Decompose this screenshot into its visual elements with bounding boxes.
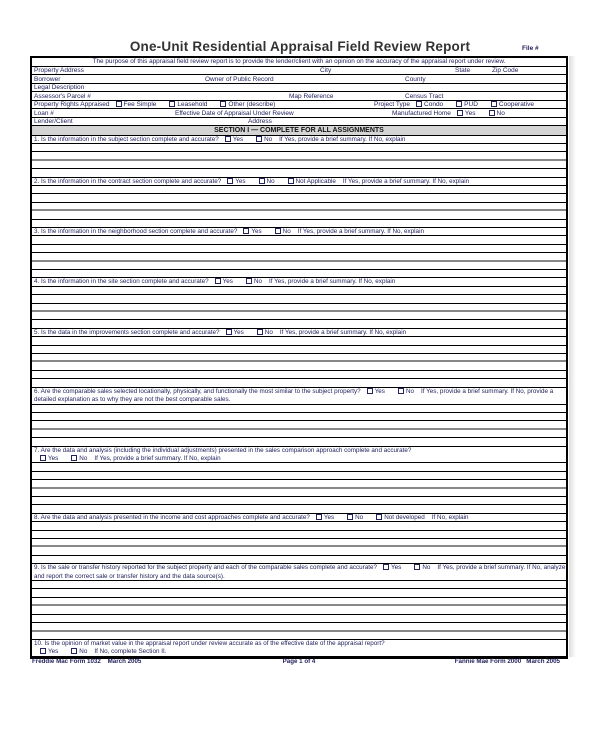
- checkbox-label: Yes: [235, 177, 246, 185]
- checkbox-label: Yes: [251, 227, 262, 235]
- page-title: One-Unit Residential Appraisal Field Review Report: [129, 39, 471, 54]
- question-4-answer-line[interactable]: [32, 312, 566, 320]
- state-label: State: [455, 67, 471, 74]
- question-2-answer-line[interactable]: [32, 186, 566, 194]
- footer-fannie-mae: Fannie Mae Form 2000 March 2005: [454, 658, 560, 665]
- lender-client-row[interactable]: [32, 118, 566, 127]
- question-text: 6. Are the comparable sales selected locationally, physically, and functionally the most similar to the subject property?: [34, 387, 361, 395]
- question-text: If Yes, provide a brief summary. If No, explain: [269, 278, 396, 286]
- checkbox-label: Not Applicable: [295, 177, 336, 185]
- question-text: If Yes, provide a brief summary. If No, explain: [94, 454, 221, 462]
- question-6-answer-line[interactable]: [32, 413, 566, 421]
- questions: [32, 136, 566, 657]
- manufactured-home-label: Manufactured Home: [392, 109, 451, 117]
- question-6-answer-line[interactable]: [32, 438, 566, 446]
- checkbox-label: Yes: [374, 387, 385, 395]
- question-8-answer-line[interactable]: [32, 531, 566, 539]
- question-2-text-row: [32, 178, 566, 186]
- question-9-checkbox-no[interactable]: [414, 564, 420, 570]
- question-3-answer-line[interactable]: [32, 253, 566, 261]
- purpose-row: [32, 58, 566, 67]
- question-8-text-row: [32, 514, 566, 522]
- question-text: If Yes, provide a brief summary. If No, explain: [297, 227, 424, 235]
- question-5-text-row: [32, 329, 566, 337]
- legal-description-row[interactable]: [32, 84, 566, 93]
- loan-number-row[interactable]: [32, 109, 566, 118]
- question-10-text-row: [32, 640, 566, 648]
- question-9-checkbox-yes[interactable]: [383, 564, 389, 570]
- pud-checkbox[interactable]: [456, 101, 462, 107]
- question-5-answer-line[interactable]: [32, 379, 566, 387]
- question-text: 9. Is the sale or transfer history reported for the subject property and each of the comparable sales complete and accurate?: [34, 564, 378, 572]
- question-text: 3. Is the information in the neighborhood section complete and accurate?: [34, 227, 238, 235]
- page-footer: [30, 658, 568, 668]
- checkbox-label: Yes: [233, 328, 244, 336]
- checkbox-label: Yes: [232, 135, 244, 143]
- address-label: Address: [248, 118, 272, 125]
- project-type-group: [374, 101, 541, 109]
- question-8-checkbox-no[interactable]: [347, 514, 353, 520]
- checkbox-label: No: [79, 648, 88, 656]
- question-5-checkbox-yes[interactable]: [226, 329, 232, 335]
- question-6-answer-line[interactable]: [32, 405, 566, 413]
- question-5-checkbox-no[interactable]: [257, 329, 263, 335]
- leasehold-checkbox[interactable]: [169, 101, 175, 107]
- question-1-answer-line[interactable]: [32, 152, 566, 160]
- question-8-checkbox-yes[interactable]: [316, 514, 322, 520]
- borrower-row[interactable]: [32, 75, 566, 84]
- question-7-text-row: [32, 447, 566, 455]
- question-text: 7. Are the data and analysis (including the individual adjustments) presented in the sales comparison approach complete and accurate?: [34, 446, 412, 454]
- property-rights-label: Property Rights Appraised: [34, 101, 110, 108]
- question-5-answer-line[interactable]: [32, 346, 566, 354]
- question-7-answer-line[interactable]: [32, 480, 566, 488]
- question-text: If Yes, provide a brief summary. If No, explain: [342, 177, 470, 185]
- manufactured-home-no-checkbox[interactable]: [489, 110, 495, 116]
- other-describe-label: Other (describe): [228, 101, 276, 108]
- checkbox-label: No: [405, 387, 415, 395]
- lender-client-label: Lender/Client: [34, 118, 73, 125]
- question-9-answer-line[interactable]: [32, 615, 566, 623]
- question-4-answer-line[interactable]: [32, 295, 566, 303]
- question-text: 2. Is the information in the contract section complete and accurate?: [34, 177, 222, 185]
- question-3-checkbox-yes[interactable]: [243, 228, 249, 234]
- assessors-parcel-row[interactable]: [32, 92, 566, 101]
- zip-code-label: Zip Code: [492, 67, 519, 74]
- question-1-text-row: [32, 136, 566, 144]
- condo-label: Condo: [424, 101, 444, 108]
- loan-number-label: Loan #: [34, 109, 54, 117]
- question-1-answer-line[interactable]: [32, 169, 566, 177]
- question-text: 4. Is the information in the site section complete and accurate?: [34, 278, 209, 286]
- pud-label: PUD: [464, 101, 478, 108]
- question-2-answer-line[interactable]: [32, 194, 566, 202]
- question-8-answer-line[interactable]: [32, 522, 566, 530]
- question-text: 1. Is the information in the subject section complete and accurate?: [34, 135, 219, 143]
- question-text: If No, complete Section II.: [94, 648, 167, 656]
- question-text: If No, explain: [431, 513, 469, 521]
- question-3-text-row: [32, 228, 566, 236]
- question-3-checkbox-no[interactable]: [275, 228, 281, 234]
- question-7-answer-line[interactable]: [32, 497, 566, 505]
- checkbox-label: Yes: [48, 454, 59, 462]
- checkbox-label: No: [253, 278, 263, 286]
- question-text: 5. Is the data in the improvements section complete and accurate?: [34, 328, 220, 336]
- project-type-label: Project Type: [374, 101, 411, 108]
- purpose-text: The purpose of this appraisal field review report is to provide the lender/client with an opinion on the accuracy of the appraisal report under review.: [92, 58, 506, 65]
- question-8-checkbox-not-developed[interactable]: [376, 514, 382, 520]
- question-9-answer-line[interactable]: [32, 623, 566, 631]
- question-text: If Yes, provide a brief summary. If No, explain: [279, 135, 406, 143]
- question-5-answer-line[interactable]: [32, 362, 566, 370]
- question-9-answer-line[interactable]: [32, 598, 566, 606]
- question-text: If Yes, provide a brief summary. If No, analyze and report the correct sale or transfer history and the data source(s).: [34, 564, 566, 580]
- question-10-checkbox-yes[interactable]: [40, 648, 46, 654]
- question-2-answer-line[interactable]: [32, 211, 566, 219]
- question-6-answer-line[interactable]: [32, 430, 566, 438]
- question-6-checkbox-yes[interactable]: [367, 388, 373, 394]
- checkbox-label: No: [79, 454, 88, 462]
- question-7-answer-line[interactable]: [32, 463, 566, 471]
- scan-edge-shadow: [569, 56, 576, 657]
- question-10-checkbox-no[interactable]: [71, 648, 77, 654]
- question-5-answer-line[interactable]: [32, 371, 566, 379]
- question-4-answer-line[interactable]: [32, 304, 566, 312]
- property-rights-group: [34, 101, 282, 109]
- assessors-parcel-label: Assessor's Parcel #: [34, 92, 91, 100]
- manufactured-home-group: [392, 110, 512, 118]
- fee-simple-label: Fee Simple: [123, 101, 157, 108]
- question-7-answer-line[interactable]: [32, 489, 566, 497]
- question-8-answer-line[interactable]: [32, 539, 566, 547]
- checkbox-label: No: [264, 135, 273, 143]
- question-text: 10. Is the opinion of market value in the appraisal report under review accurate as of the effective date of the appraisal report?: [34, 639, 385, 647]
- census-tract-label: Census Tract: [405, 92, 444, 100]
- checkbox-label: No: [422, 564, 431, 572]
- question-text: If Yes, provide a brief summary. If No, provide a detailed explanation as to why they are not the best comparable sales.: [34, 387, 554, 403]
- footer-page-number: Page 1 of 4: [282, 658, 316, 665]
- question-7-text-row: [32, 455, 566, 463]
- appraisal-form: [30, 56, 568, 659]
- question-2-checkbox-no[interactable]: [259, 178, 265, 184]
- checkbox-label: No: [264, 328, 273, 336]
- checkbox-label: Not developed: [384, 513, 425, 521]
- question-9-answer-line[interactable]: [32, 581, 566, 589]
- question-5-answer-line[interactable]: [32, 354, 566, 362]
- question-9-answer-line[interactable]: [32, 632, 566, 640]
- file-number-label: File #: [522, 45, 539, 52]
- question-text: If Yes, provide a brief summary. If No, explain: [279, 328, 407, 336]
- question-2-answer-line[interactable]: [32, 220, 566, 228]
- question-1-checkbox-yes[interactable]: [225, 136, 231, 142]
- question-2-checkbox-not-applicable[interactable]: [288, 178, 294, 184]
- checkbox-label: No: [266, 177, 275, 185]
- question-4-answer-line[interactable]: [32, 320, 566, 328]
- question-1-answer-line[interactable]: [32, 144, 566, 152]
- condo-checkbox[interactable]: [416, 101, 422, 107]
- question-9-text-row: [32, 564, 566, 581]
- question-8-answer-line[interactable]: [32, 556, 566, 564]
- question-9-answer-line[interactable]: [32, 589, 566, 597]
- question-4-answer-line[interactable]: [32, 287, 566, 295]
- question-3-answer-line[interactable]: [32, 245, 566, 253]
- question-7-checkbox-no[interactable]: [71, 455, 77, 461]
- property-rights-row[interactable]: [32, 101, 566, 110]
- fee-simple-checkbox[interactable]: [116, 101, 122, 107]
- effective-date-label: Effective Date of Appraisal Under Review: [175, 109, 294, 117]
- checkbox-label: Yes: [323, 513, 335, 521]
- question-4-checkbox-yes[interactable]: [215, 278, 221, 284]
- question-3-answer-line[interactable]: [32, 270, 566, 278]
- manufactured-home-yes-checkbox[interactable]: [457, 110, 463, 116]
- question-10-text-row: [32, 648, 566, 656]
- question-8-answer-line[interactable]: [32, 547, 566, 555]
- footer-freddie-mac: Freddie Mac Form 1032 March 2005: [32, 658, 142, 665]
- question-4-checkbox-no[interactable]: [246, 278, 252, 284]
- city-label: City: [320, 67, 332, 74]
- leasehold-label: Leasehold: [177, 101, 208, 108]
- question-6-answer-line[interactable]: [32, 421, 566, 429]
- owner-of-public-record-label: Owner of Public Record: [205, 75, 274, 83]
- question-7-answer-line[interactable]: [32, 505, 566, 513]
- manufactured-home-yes-label: Yes: [464, 109, 476, 117]
- checkbox-label: Yes: [391, 564, 402, 572]
- question-6-text-row: [32, 388, 566, 405]
- question-3-answer-line[interactable]: [32, 236, 566, 244]
- county-label: County: [405, 75, 426, 83]
- borrower-label: Borrower: [34, 75, 61, 83]
- other-describe-checkbox[interactable]: [220, 101, 226, 107]
- checkbox-label: No: [355, 513, 364, 521]
- section-1-header: SECTION I — COMPLETE FOR ALL ASSIGNMENTS: [32, 126, 566, 136]
- cooperative-checkbox[interactable]: [491, 101, 497, 107]
- question-2-answer-line[interactable]: [32, 203, 566, 211]
- question-2-checkbox-yes[interactable]: [227, 178, 233, 184]
- question-4-text-row: [32, 278, 566, 286]
- map-reference-label: Map Reference: [289, 92, 334, 100]
- question-6-checkbox-no[interactable]: [398, 388, 404, 394]
- question-9-answer-line[interactable]: [32, 606, 566, 614]
- question-3-answer-line[interactable]: [32, 262, 566, 270]
- property-address-label: Property Address: [34, 67, 84, 74]
- cooperative-label: Cooperative: [498, 101, 534, 108]
- checkbox-label: Yes: [48, 648, 59, 656]
- question-5-answer-line[interactable]: [32, 337, 566, 345]
- checkbox-label: No: [282, 227, 291, 235]
- question-text: 8. Are the data and analysis presented in the income and cost approaches complete and accurate?: [34, 513, 310, 521]
- question-1-answer-line[interactable]: [32, 161, 566, 169]
- question-7-answer-line[interactable]: [32, 472, 566, 480]
- manufactured-home-no-label: No: [496, 109, 505, 117]
- question-7-checkbox-yes[interactable]: [40, 455, 46, 461]
- legal-description-label: Legal Description: [34, 84, 85, 91]
- property-address-row[interactable]: [32, 67, 566, 76]
- question-1-checkbox-no[interactable]: [256, 136, 262, 142]
- checkbox-label: Yes: [222, 278, 233, 286]
